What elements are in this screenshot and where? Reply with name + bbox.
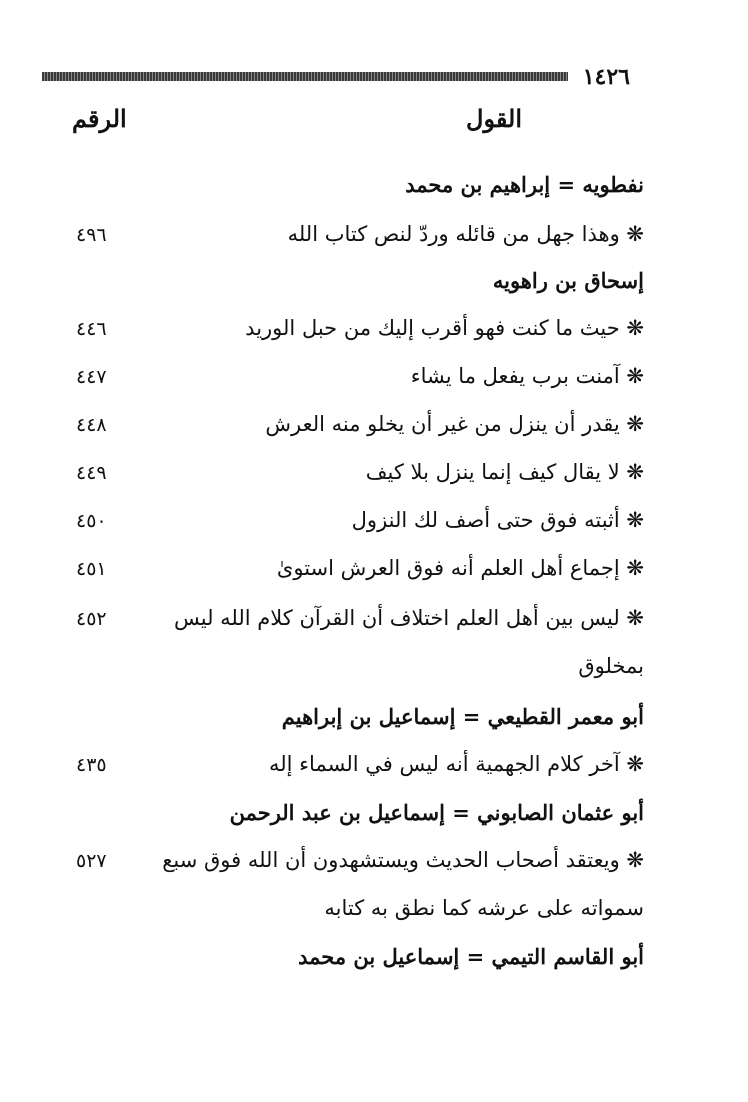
entry-text: ❋ لا يقال كيف إنما ينزل بلا كيف xyxy=(365,460,644,484)
entry-text: ❋ أثبته فوق حتى أصف لك النزول xyxy=(351,508,644,532)
entry-number: ٤٤٦ xyxy=(76,318,107,340)
entry-text: ❋ آخر كلام الجهمية أنه ليس في السماء إله xyxy=(269,752,644,776)
entry-text: ❋ حيث ما كنت فهو أقرب إليك من حبل الوريد xyxy=(245,316,644,340)
entry-text: ❋ ليس بين أهل العلم اختلاف أن القرآن كلام الله ليس xyxy=(173,606,644,630)
entry-number: ٤٥١ xyxy=(76,558,107,580)
header-rule xyxy=(42,72,568,81)
entry-number: ٤٤٩ xyxy=(76,462,107,484)
entry-number: ٥٢٧ xyxy=(76,850,107,872)
entry-number: ٤٤٨ xyxy=(76,414,107,436)
section-heading: أبو عثمان الصابوني = إسماعيل بن عبد الرحمن xyxy=(229,800,644,825)
entry-number: ٤٤٧ xyxy=(76,366,107,388)
entry-number: ٤٩٦ xyxy=(76,224,107,246)
entry-text: ❋ آمنت برب يفعل ما يشاء xyxy=(410,364,644,388)
entry-text: ❋ ويعتقد أصحاب الحديث ويستشهدون أن الله فوق سبع xyxy=(162,848,644,872)
section-heading: نفطويه = إبراهيم بن محمد xyxy=(405,172,644,197)
column-header-saying: القول xyxy=(466,104,522,133)
page-number: ١٤٢٦ xyxy=(582,64,630,90)
entry-text: ❋ وهذا جهل من قائله وردّ لنص كتاب الله xyxy=(287,222,644,246)
column-header-number: الرقم xyxy=(72,104,127,133)
entry-number: ٤٥٠ xyxy=(76,510,107,532)
entry-text: ❋ إجماع أهل العلم أنه فوق العرش استوىٰ xyxy=(276,556,644,580)
entry-text: ❋ يقدر أن ينزل من غير أن يخلو منه العرش xyxy=(265,412,644,436)
section-heading: أبو معمر القطيعي = إسماعيل بن إبراهيم xyxy=(281,704,644,729)
entry-number: ٤٥٢ xyxy=(76,608,107,630)
entry-continuation: بمخلوق xyxy=(578,654,644,678)
section-heading: أبو القاسم التيمي = إسماعيل بن محمد xyxy=(298,944,644,969)
section-heading: إسحاق بن راهويه xyxy=(492,268,644,293)
entry-continuation: سمواته على عرشه كما نطق به كتابه xyxy=(324,896,644,920)
entry-number: ٤٣٥ xyxy=(76,754,107,776)
